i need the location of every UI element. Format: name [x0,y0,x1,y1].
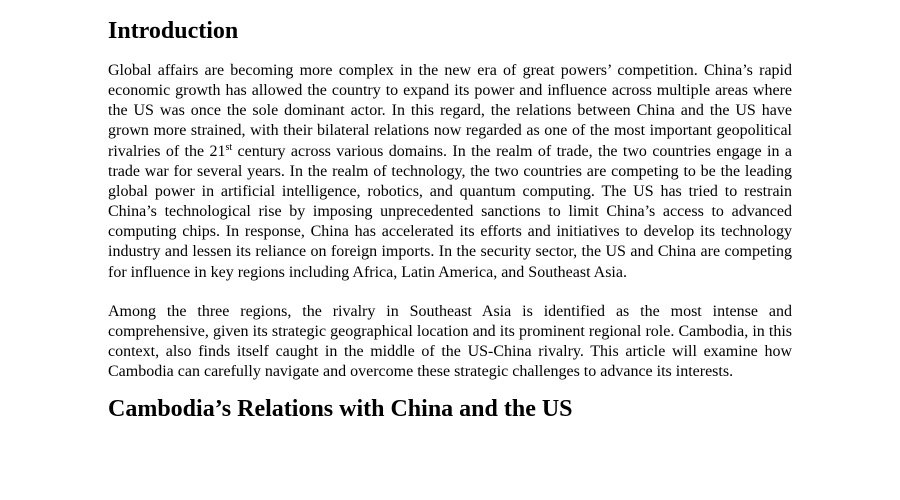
ordinal-superscript: st [225,141,233,153]
relations-section-heading: Cambodia’s Relations with China and the US [108,396,573,423]
introduction-paragraph-2: Among the three regions, the rivalry in Southeast Asia is identified as the most intense and comprehensive, given its strategic geographical location and its prominent regional role. Cambodia, in this context, also finds itself caught in the middle of the US-China rivalry. This article will examine how Cambodia can carefully navigate and overcome these strategic challenges to advance its interests. [108,302,792,381]
paragraph-text-continued: century across various domains. In the realm of trade, the two countries engage in a trade war for several years. In the realm of technology, the two countries are competing to be the leading global power in artificial intelligence, robotics, and quantum computing. The US has tried to restrain China’s technological rise by imposing unprecedented sanctions to limit China’s access to advanced computing chips. In response, China has accelerated its efforts and initiatives to develop its technology industry and lessen its reliance on foreign imports. In the security sector, the US and China are competing for influence in key regions including Africa, Latin America, and Southeast Asia. [108,142,792,281]
document-page [108,18,792,423]
paragraph-text: Global affairs are becoming more complex in the new era of great powers’ competition. China’s rapid economic growth has allowed the country to expand its power and influence across multiple areas where the US was once the sole dominant actor. In this regard, the relations between China and the US have grown more strained, with their bilateral relations now regarded as one of the most important geopolitical rivalries of the 21 [108,62,792,160]
introduction-heading: Introduction [108,18,239,44]
introduction-paragraph-1 [108,61,792,283]
